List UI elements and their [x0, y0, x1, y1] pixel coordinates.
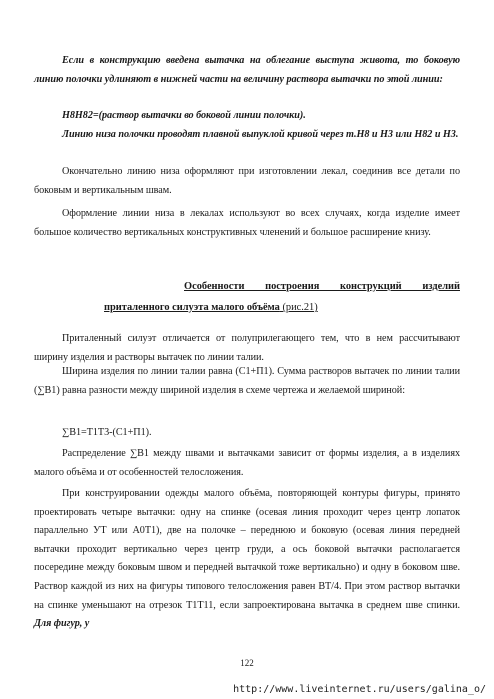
- paragraph-formula-h8: Н8Н82=(раствор вытачки во боковой линии полочки).: [62, 110, 306, 121]
- section-heading-line2: [34, 296, 460, 320]
- paragraph-hem-line: Линию низа полочки проводят плавной выпуклой кривой через т.Н8 и Н3 или Н82 и Н3.: [62, 129, 459, 140]
- page-number: 122: [240, 658, 254, 668]
- heading-underlined-text: приталенного силуэта малого объёма: [104, 302, 280, 313]
- paragraph-belly-dart: Если в конструкцию введена вытачка на облегание выступа живота, то боковую линию полочки удлиняют в нижней части на величину раствора вытачки по этой линии:: [34, 55, 460, 85]
- paragraph-fitted-silhouette: Приталенный силуэт отличается от полуприлегающего тем, что в нем рассчитывают ширину изделия и растворы вытачек по линии талии.: [34, 333, 460, 363]
- section-heading-line1: Особенности построения конструкций изделий: [184, 281, 460, 292]
- heading-figure-ref: (рис.21): [279, 302, 318, 313]
- source-url-watermark: http://www.liveinternet.ru/users/galina_o/: [233, 684, 486, 695]
- four-darts-tail: Для фигур, у: [34, 618, 90, 630]
- paragraph-dart-distribution: Распределение ∑В1 между швами и вытачками зависит от формы изделия, а в изделиях малого объёма и от особенностей телосложения.: [34, 448, 460, 478]
- formula-dart-sum: ∑В1=Т1Т3-(С1+П1).: [62, 427, 152, 438]
- four-darts-text: При конструировании одежды малого объёма, повторяющей контуры фигуры, принято проектировать четыре вытачки: одну на спинке (осевая линия проходит через центр лопаток параллельно УТ или А0Т1), две на полочке – переднюю и боковую (осевая линия передней вытачки проходит вертикально через центр груди, а ось боковой вытачки располагается посередине между боковым швом и передней вытачкой тоже вертикально) и одну в боковом шве. Раствор каждой из них на фигуры типового телосложения равен ВТ/4. При этом раствор вытачки на спинке уменьшают на отрезок Т1Т11, если запроектирована вытачка в среднем шве спинки.: [34, 488, 460, 611]
- paragraph-four-darts: [34, 485, 460, 634]
- paragraph-hem-final: Окончательно линию низа оформляют при изготовлении лекал, соединив все детали по боковым и вертикальным швам.: [34, 166, 460, 196]
- paragraph-waist-width: Ширина изделия по линии талии равна (С1+П1). Сумма растворов вытачек по линии талии (∑В1) равна разности между шириной изделия в схеме чертежа и желаемой шириной:: [34, 366, 460, 396]
- paragraph-hem-patterns: Оформление линии низа в лекалах используют во всех случаях, когда изделие имеет большое количество вертикальных конструктивных членений и большое расширение книзу.: [34, 208, 460, 238]
